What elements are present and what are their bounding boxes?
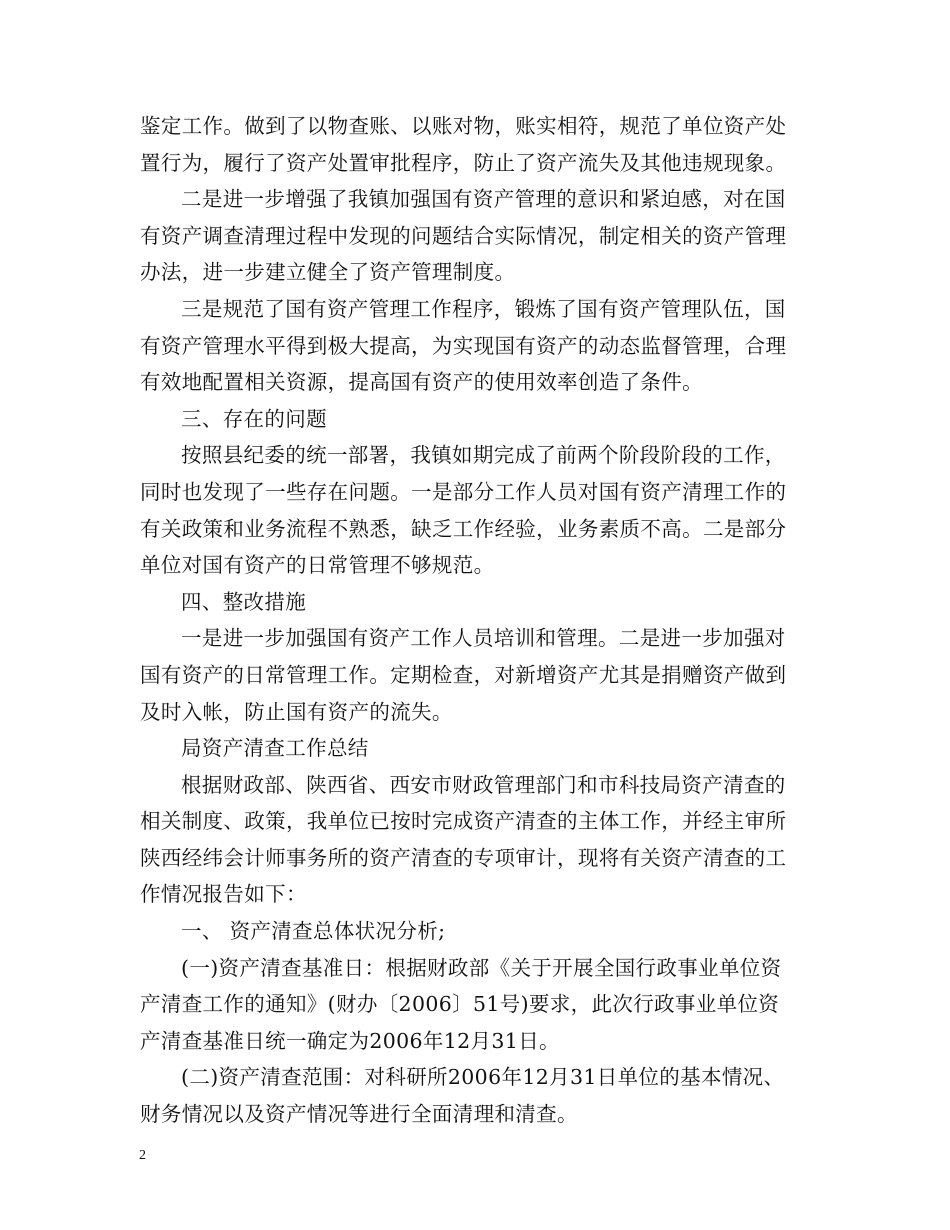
document-body bbox=[140, 108, 820, 1133]
text-line: 办法，进一步建立健全了资产管理制度。 bbox=[140, 260, 516, 285]
text-line: 一是进一步加强国有资产工作人员培训和管理。二是进一步加强对 bbox=[181, 626, 786, 651]
text-line: 相关制度、政策，我单位已按时完成资产清查的主体工作，并经主审所 bbox=[140, 809, 787, 834]
text-line: 四、整改措施 bbox=[181, 589, 307, 614]
text-line: 按照县纪委的统一部署，我镇如期完成了前两个阶段阶段的工作， bbox=[181, 443, 786, 468]
text-line: 一、 资产清查总体状况分析; bbox=[181, 919, 446, 944]
text-line: 有资产调查清理过程中发现的问题结合实际情况，制定相关的资产管理 bbox=[140, 223, 787, 248]
text-line: 产清查基准日统一确定为2006年12月31日。 bbox=[140, 1028, 560, 1053]
text-line: (一)资产清查基准日：根据财政部《关于开展全国行政事业单位资 bbox=[181, 955, 782, 980]
text-line: 作情况报告如下： bbox=[140, 882, 307, 907]
text-line: 局资产清查工作总结 bbox=[181, 736, 369, 761]
text-line: 有效地配置相关资源，提高国有资产的使用效率创造了条件。 bbox=[140, 370, 703, 395]
text-line: 置行为，履行了资产处置审批程序，防止了资产流失及其他违规现象。 bbox=[140, 150, 787, 175]
text-line: 二是进一步增强了我镇加强国有资产管理的意识和紧迫感，对在国 bbox=[181, 187, 786, 212]
text-line: 有资产管理水平得到极大提高，为实现国有资产的动态监督管理，合理 bbox=[140, 333, 787, 358]
text-line: 及时入帐，防止国有资产的流失。 bbox=[140, 699, 453, 724]
text-line: 国有资产的日常管理工作。定期检查，对新增资产尤其是捐赠资产做到 bbox=[140, 662, 787, 687]
text-line: 同时也发现了一些存在问题。一是部分工作人员对国有资产清理工作的 bbox=[140, 479, 787, 504]
text-line: 三是规范了国有资产管理工作程序，锻炼了国有资产管理队伍，国 bbox=[181, 296, 786, 321]
text-line: 陕西经纬会计师事务所的资产清查的专项审计，现将有关资产清查的工 bbox=[140, 845, 787, 870]
text-line: 产清查工作的通知》(财办〔2006〕51号)要求，此次行政事业单位资 bbox=[140, 992, 780, 1017]
text-line: 财务情况以及资产情况等进行全面清理和清查。 bbox=[140, 1102, 578, 1127]
text-line: 鉴定工作。做到了以物查账、以账对物，账实相符，规范了单位资产处 bbox=[140, 114, 787, 138]
text-line: 三、存在的问题 bbox=[181, 406, 327, 431]
text-line: (二)资产清查范围：对科研所2006年12月31日单位的基本情况、 bbox=[181, 1065, 785, 1090]
page-number: 2 bbox=[139, 1148, 146, 1163]
text-line: 单位对国有资产的日常管理不够规范。 bbox=[140, 553, 495, 578]
text-line: 有关政策和业务流程不熟悉，缺乏工作经验，业务素质不高。二是部分 bbox=[140, 516, 787, 541]
text-line: 根据财政部、陕西省、西安市财政管理部门和市科技局资产清查的 bbox=[181, 772, 786, 797]
